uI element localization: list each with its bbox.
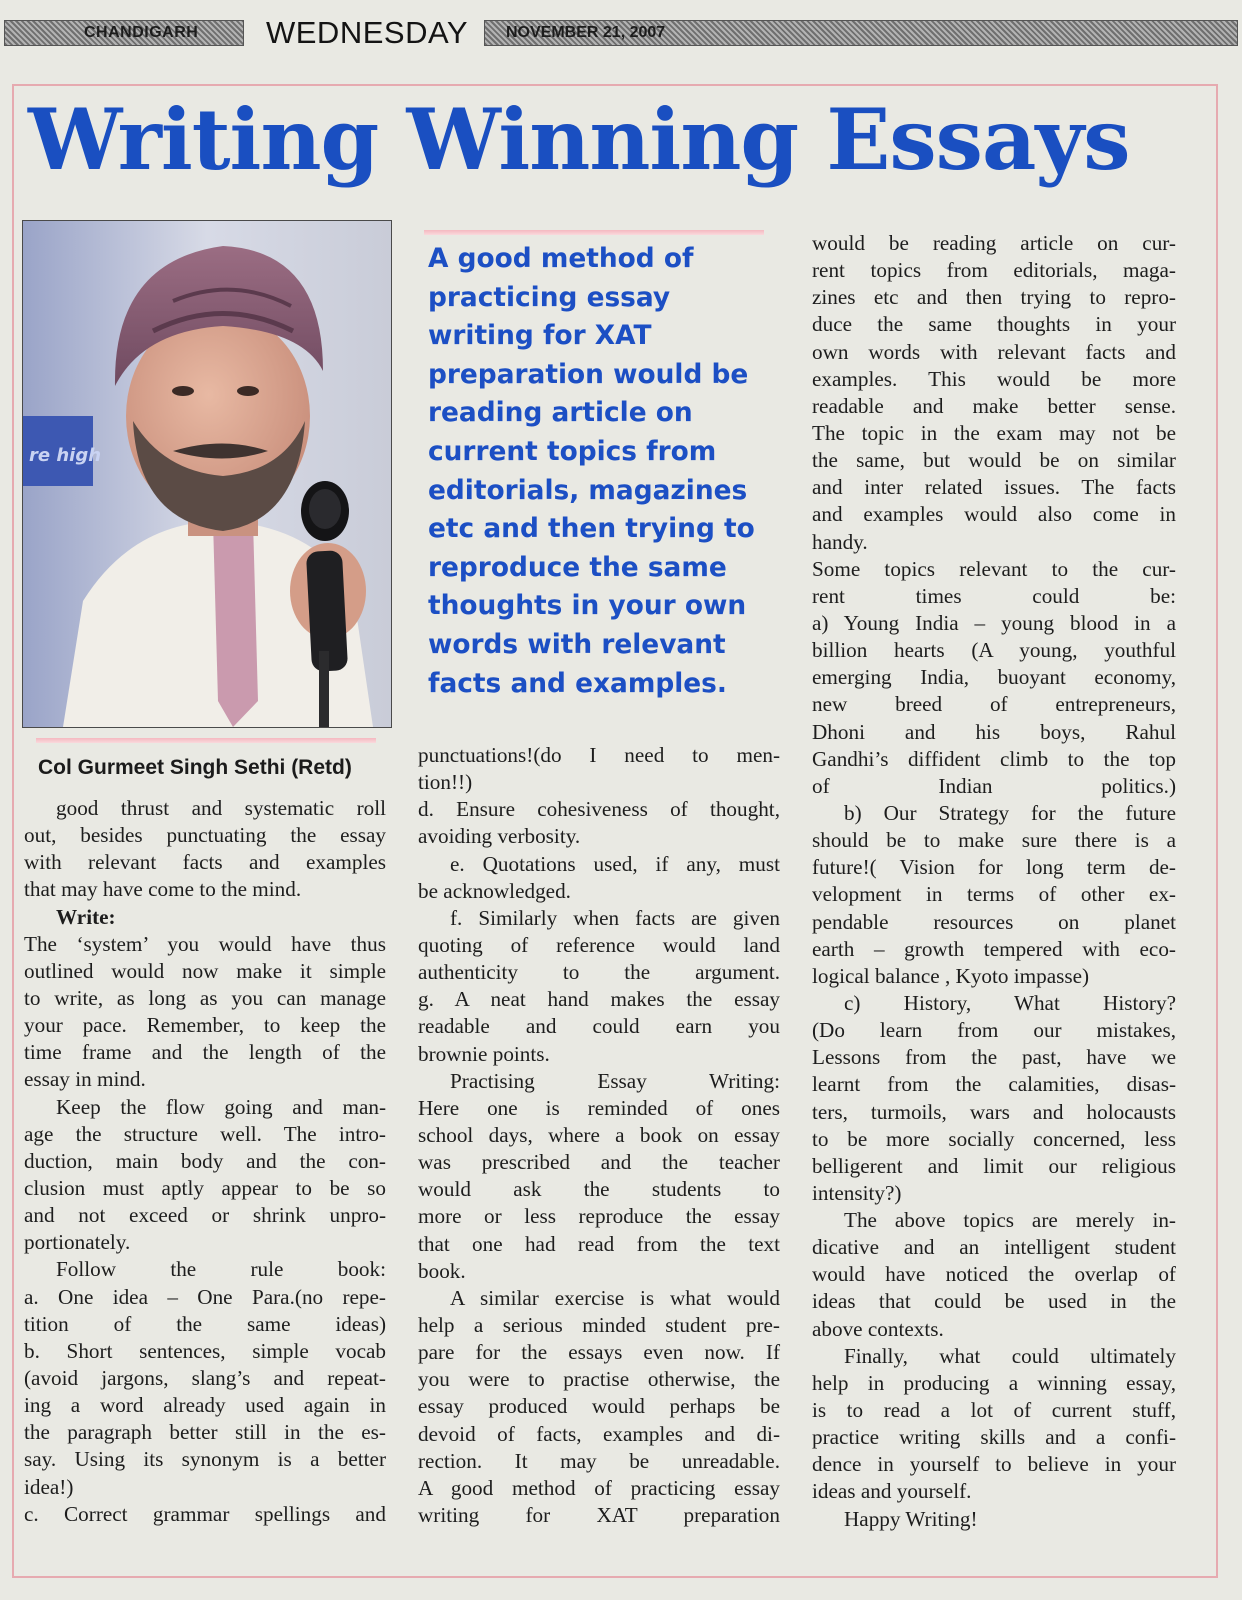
text-line: help in producing a winning essay, (812, 1370, 1176, 1395)
text-line: billion hearts (A young, youthful (812, 638, 1176, 663)
text-line: of Indian politics.) (812, 773, 1176, 798)
masthead-day: WEDNESDAY (266, 15, 469, 50)
text-line: The topic in the exam may not be (812, 420, 1176, 445)
pull-quote-rule (424, 230, 764, 235)
pull-quote (428, 240, 778, 703)
text-line: ters, turmoils, wars and holocausts (812, 1099, 1176, 1124)
article-column-3 (812, 230, 1176, 1533)
text-line: to be more socially concerned, less (812, 1126, 1176, 1151)
text-line: duction, main body and the con- (24, 1148, 386, 1173)
text-line: would have noticed the overlap of (812, 1262, 1176, 1287)
text-line: g. A neat hand makes the essay (418, 987, 780, 1012)
text-line: learnt from the calamities, disas- (812, 1072, 1176, 1097)
text-line: is to read a lot of current stuff, (812, 1398, 1176, 1423)
text-line: would ask the students to (418, 1177, 780, 1202)
text-line: Keep the flow going and man- (56, 1094, 386, 1119)
text-line: c. Correct grammar spellings and (24, 1501, 386, 1526)
text-line: quoting of reference would land (418, 932, 780, 957)
text-line: to write, as long as you can manage (24, 985, 386, 1010)
text-line: that may have come to the mind. (24, 877, 302, 902)
text-line: outlined would now make it simple (24, 958, 386, 983)
text-line: portionately. (24, 1230, 131, 1255)
pull-quote-line: reading article on (428, 397, 693, 429)
text-line: should be to make sure there is a (812, 828, 1176, 853)
text-line: rent topics from editorials, maga- (812, 258, 1176, 283)
text-line: above contexts. (812, 1316, 944, 1341)
text-line: Finally, what could ultimately (844, 1343, 1176, 1368)
text-line: handy. (812, 529, 868, 554)
pull-quote-line: words with relevant (428, 628, 726, 660)
pull-quote-line: editorials, magazines (428, 474, 748, 506)
text-line: Some topics relevant to the cur- (812, 556, 1176, 581)
text-line: The ‘system’ you would have thus (24, 931, 386, 956)
text-line: f. Similarly when facts are given (450, 905, 780, 930)
text-line: rent times could be: (812, 583, 1176, 608)
text-line: pendable resources on planet (812, 909, 1176, 934)
text-line: time frame and the length of the (24, 1040, 386, 1065)
text-line: dence in yourself to believe in your (812, 1452, 1176, 1477)
text-line: tion!!) (418, 770, 473, 795)
text-line: pare for the essays even now. If (418, 1340, 780, 1365)
text-line: Here one is reminded of ones (418, 1095, 780, 1120)
masthead (0, 16, 1242, 50)
masthead-city: CHANDIGARH (84, 24, 199, 41)
text-line: Lessons from the past, have we (812, 1045, 1176, 1070)
pull-quote-line: facts and examples. (428, 667, 727, 699)
closing-line: Happy Writing! (844, 1506, 978, 1531)
text-line: rection. It may be unreadable. (418, 1448, 780, 1473)
text-line: velopment in terms of other ex- (812, 882, 1176, 907)
text-line: authenticity to the argument. (418, 960, 780, 985)
text-line: belligerent and limit our religious (812, 1153, 1176, 1178)
text-line: d. Ensure cohesiveness of thought, (418, 797, 780, 822)
text-line: and not exceed or shrink unpro- (24, 1203, 386, 1228)
text-line: A good method of practicing essay (418, 1475, 780, 1500)
text-line: readable and make better sense. (812, 393, 1176, 418)
text-line: (Do learn from our mistakes, (812, 1018, 1176, 1043)
text-line: a. One idea – One Para.(no repe- (24, 1284, 386, 1309)
text-line: b) Our Strategy for the future (844, 800, 1176, 825)
text-line: and examples would also come in (812, 502, 1176, 527)
text-line: readable and could earn you (418, 1014, 780, 1039)
text-line: The above topics are merely in- (844, 1208, 1176, 1233)
text-line: c) History, What History? (844, 990, 1176, 1015)
text-line: punctuations!(do I need to men- (418, 743, 780, 767)
text-line: Dhoni and his boys, Rahul (812, 719, 1176, 744)
text-line: your pace. Remember, to keep the (24, 1013, 386, 1038)
text-line: ideas that could be used in the (812, 1289, 1176, 1314)
text-line: avoiding verbosity. (418, 824, 581, 849)
text-line: Gandhi’s diffident climb to the top (812, 746, 1176, 771)
text-line: A similar exercise is what would (450, 1285, 780, 1310)
text-line: clusion must aptly appear to be so (24, 1175, 386, 1200)
text-line: duce the same thoughts in your (812, 312, 1176, 337)
text-line: dicative and an intelligent student (812, 1235, 1176, 1260)
text-line: ideas and yourself. (812, 1479, 972, 1504)
pull-quote-line: preparation would be (428, 358, 749, 390)
text-line: ing a word already used again in (24, 1393, 386, 1418)
text-line: age the structure well. The intro- (24, 1121, 386, 1146)
text-line: writing for XAT preparation (418, 1502, 780, 1527)
text-line: with relevant facts and examples (24, 850, 386, 875)
text-line: earth – growth tempered with eco- (812, 936, 1176, 961)
text-line: practice writing skills and a confi- (812, 1425, 1176, 1450)
text-line: brownie points. (418, 1041, 550, 1066)
text-line: say. Using its synonym is a better (24, 1447, 386, 1472)
text-line: essay in mind. (24, 1067, 146, 1092)
text-line: good thrust and systematic roll (56, 796, 386, 820)
text-line: idea!) (24, 1474, 74, 1499)
photo-banner-text: re high (29, 445, 102, 466)
text-line: that one had read from the text (418, 1231, 780, 1256)
section-heading-practising: Practising Essay Writing: (450, 1068, 780, 1093)
text-line: zines etc and then trying to repro- (812, 285, 1176, 310)
text-line: school days, where a book on essay (418, 1122, 780, 1147)
pull-quote-line: etc and then trying to (428, 513, 755, 545)
photo-caption: Col Gurmeet Singh Sethi (Retd) (38, 756, 352, 779)
section-heading-write: Write: (56, 904, 116, 929)
text-line: devoid of facts, examples and di- (418, 1421, 780, 1446)
text-line: was prescribed and the teacher (418, 1150, 780, 1175)
pull-quote-line: writing for XAT (428, 320, 652, 352)
author-portrait-illustration (23, 221, 391, 727)
text-line: would be reading article on cur- (812, 231, 1176, 255)
text-line: emerging India, buoyant economy, (812, 665, 1176, 690)
pull-quote-line: practicing essay (428, 281, 671, 313)
text-line: help a serious minded student pre- (418, 1312, 780, 1337)
text-line: you were to practise otherwise, the (418, 1367, 780, 1392)
text-line: the same, but would be on similar (812, 448, 1176, 473)
caption-rule (36, 738, 376, 743)
text-line: b. Short sentences, simple vocab (24, 1338, 386, 1363)
article-column-2 (418, 742, 780, 1529)
text-line: more or less reproduce the essay (418, 1204, 780, 1229)
pull-quote-line: reproduce the same (428, 551, 727, 583)
text-line: (avoid jargons, slang’s and repeat- (24, 1365, 386, 1390)
text-line: e. Quotations used, if any, must (450, 851, 780, 876)
text-line: tition of the same ideas) (24, 1311, 386, 1336)
text-line: and inter related issues. The facts (812, 475, 1176, 500)
text-line: the paragraph better still in the es- (24, 1420, 386, 1445)
masthead-date: NOVEMBER 21, 2007 (506, 24, 666, 41)
text-line: book. (418, 1258, 466, 1283)
author-photo (22, 220, 392, 728)
pull-quote-line: A good method of (428, 243, 694, 274)
pull-quote-line: thoughts in your own (428, 590, 747, 622)
text-line: own words with relevant facts and (812, 339, 1176, 364)
text-line: out, besides punctuating the essay (24, 823, 386, 848)
text-line: be acknowledged. (418, 878, 571, 903)
pull-quote-line: current topics from (428, 435, 717, 467)
text-line: examples. This would be more (812, 366, 1176, 391)
text-line: new breed of entrepreneurs, (812, 692, 1176, 717)
text-line: intensity?) (812, 1180, 902, 1205)
article-column-1 (24, 795, 386, 1528)
text-line: a) Young India – young blood in a (812, 610, 1176, 635)
text-line: essay produced would perhaps be (418, 1394, 780, 1419)
text-line: logical balance , Kyoto impasse) (812, 963, 1090, 988)
article-headline: Writing Winning Essays (28, 90, 1130, 189)
text-line: Follow the rule book: (56, 1257, 386, 1282)
text-line: future!( Vision for long term de- (812, 855, 1176, 880)
